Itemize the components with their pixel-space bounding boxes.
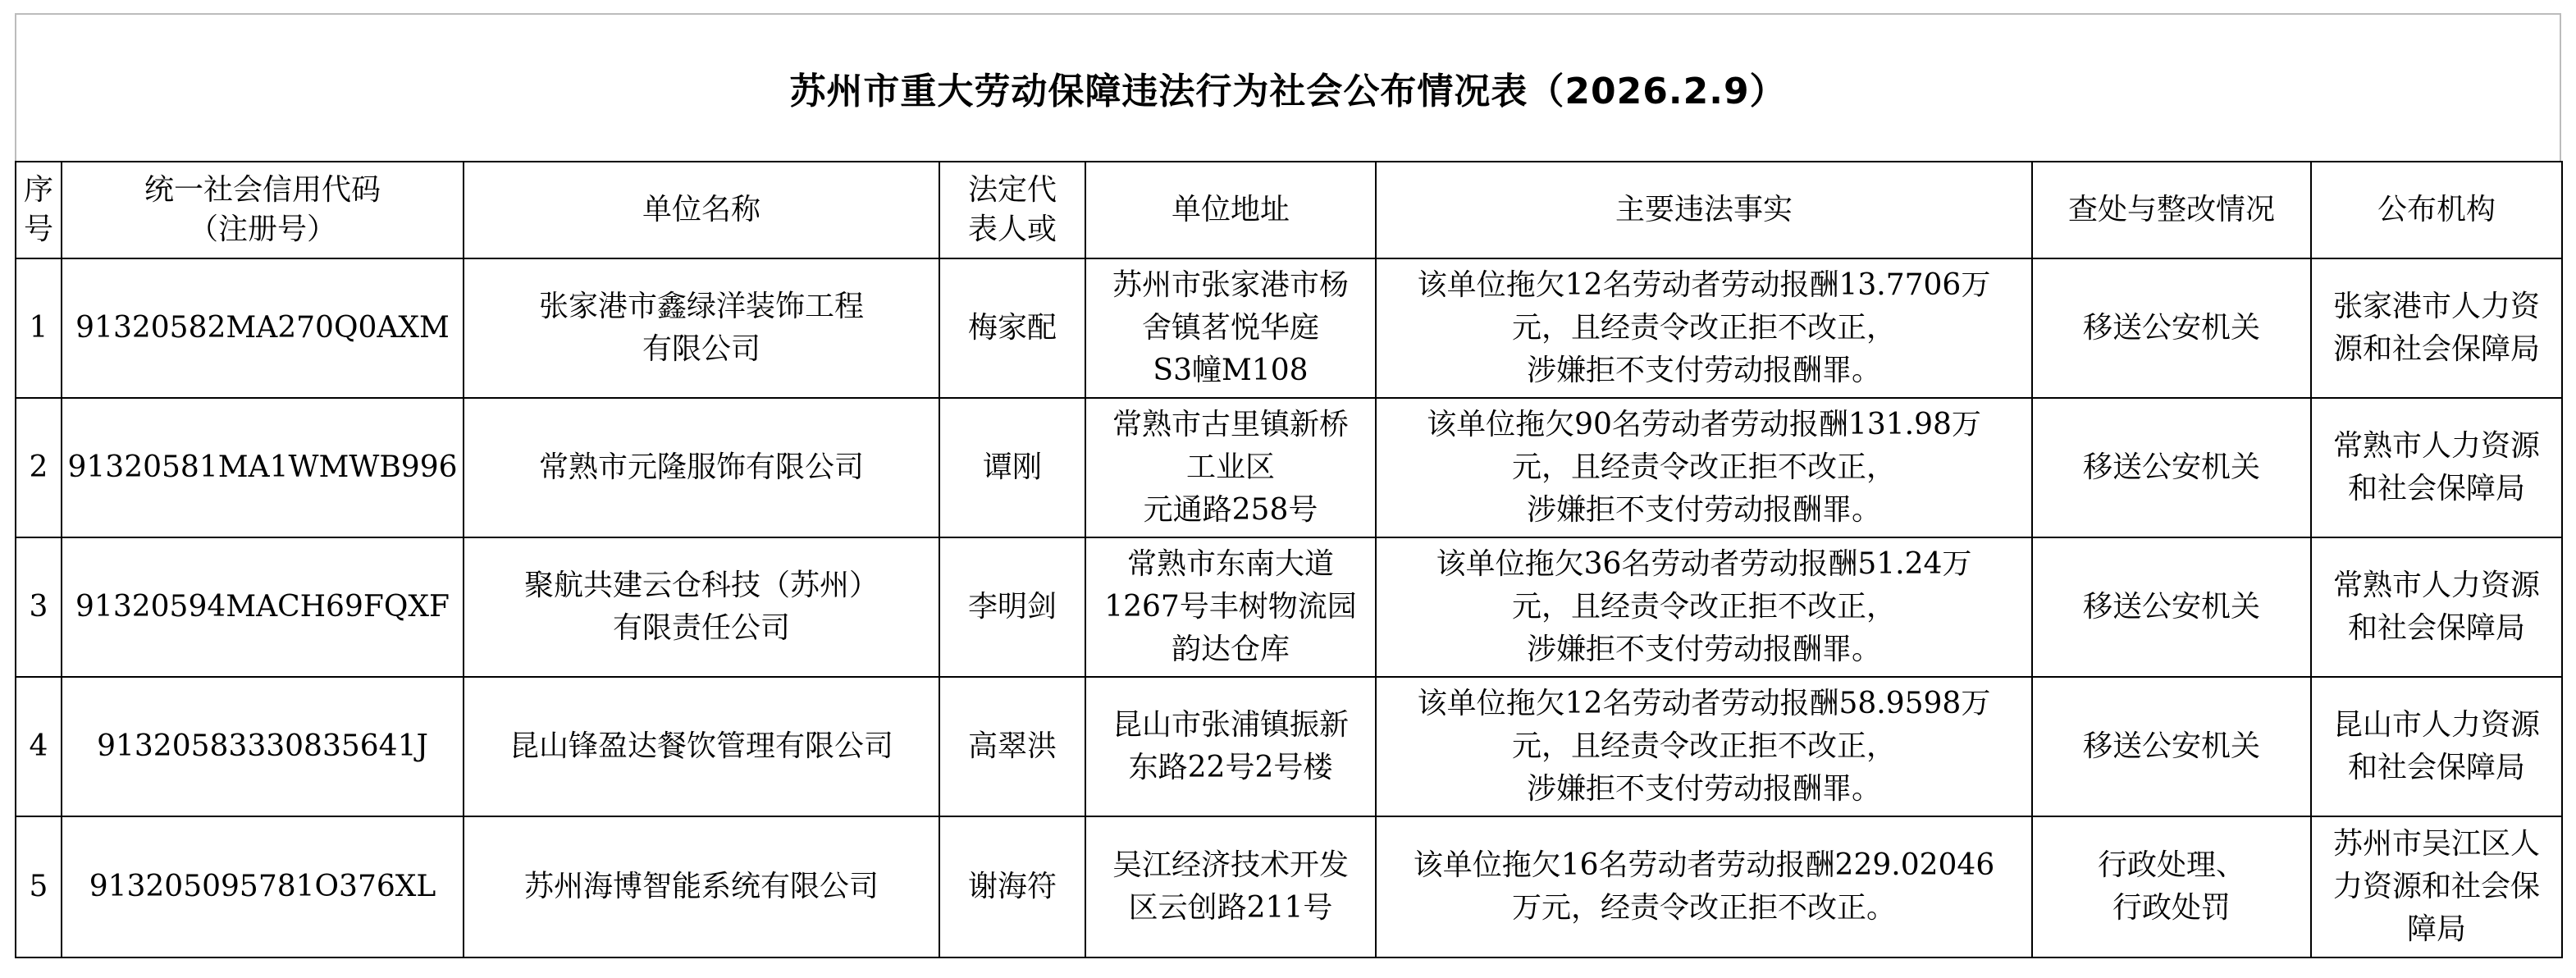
cell-name: 常熟市元隆服饰有限公司: [464, 398, 939, 537]
cell-seq: 5: [16, 816, 62, 957]
cell-handling: 移送公安机关: [2032, 677, 2311, 816]
cell-addr: 常熟市东南大道 1267号丰树物流园 韵达仓库: [1085, 537, 1376, 677]
cell-code: 91320581MA1WMWB996: [62, 398, 464, 537]
spreadsheet: [15, 13, 2561, 965]
cell-name: 昆山锋盈达餐饮管理有限公司: [464, 677, 939, 816]
cell-handling: 移送公安机关: [2032, 398, 2311, 537]
header-row: [16, 162, 2562, 258]
header-agency: 公布机构: [2311, 162, 2562, 258]
table-row: [16, 258, 2562, 398]
cell-addr: 昆山市张浦镇振新 东路22号2号楼: [1085, 677, 1376, 816]
header-name: 单位名称: [464, 162, 939, 258]
violations-table: [15, 161, 2563, 958]
cell-handling: 移送公安机关: [2032, 537, 2311, 677]
table-row: [16, 398, 2562, 537]
header-handling: 查处与整改情况: [2032, 162, 2311, 258]
cell-agency: 昆山市人力资源 和社会保障局: [2311, 677, 2562, 816]
cell-rep: 谢海符: [939, 816, 1085, 957]
cell-agency: 常熟市人力资源 和社会保障局: [2311, 537, 2562, 677]
cell-agency: 张家港市人力资 源和社会保障局: [2311, 258, 2562, 398]
header-code: 统一社会信用代码 （注册号）: [62, 162, 464, 258]
page-title: 苏州市重大劳动保障违法行为社会公布情况表（2026.2.9）: [789, 71, 1787, 112]
cell-addr: 吴江经济技术开发 区云创路211号: [1085, 816, 1376, 957]
cell-code: 913205095781O376XL: [62, 816, 464, 957]
cell-handling: 行政处理、 行政处罚: [2032, 816, 2311, 957]
title-cell: [15, 13, 2561, 161]
cell-name: 聚航共建云仓科技（苏州） 有限责任公司: [464, 537, 939, 677]
cell-code: 91320582MA270Q0AXM: [62, 258, 464, 398]
cell-handling: 移送公安机关: [2032, 258, 2311, 398]
cell-seq: 3: [16, 537, 62, 677]
cell-facts: 该单位拖欠12名劳动者劳动报酬13.7706万 元，且经责令改正拒不改正， 涉嫌拒不支付劳动报酬罪。: [1376, 258, 2032, 398]
cell-facts: 该单位拖欠36名劳动者劳动报酬51.24万 元，且经责令改正拒不改正， 涉嫌拒不支付劳动报酬罪。: [1376, 537, 2032, 677]
cell-facts: 该单位拖欠12名劳动者劳动报酬58.9598万 元，且经责令改正拒不改正， 涉嫌拒不支付劳动报酬罪。: [1376, 677, 2032, 816]
cell-agency: 苏州市吴江区人 力资源和社会保 障局: [2311, 816, 2562, 957]
cell-rep: 梅家配: [939, 258, 1085, 398]
cell-facts: 该单位拖欠90名劳动者劳动报酬131.98万 元，且经责令改正拒不改正， 涉嫌拒不支付劳动报酬罪。: [1376, 398, 2032, 537]
header-facts: 主要违法事实: [1376, 162, 2032, 258]
cell-facts: 该单位拖欠16名劳动者劳动报酬229.02046 万元，经责令改正拒不改正。: [1376, 816, 2032, 957]
cell-code: 91320594MACH69FQXF: [62, 537, 464, 677]
cell-rep: 李明剑: [939, 537, 1085, 677]
cell-name: 苏州海博智能系统有限公司: [464, 816, 939, 957]
cell-agency: 常熟市人力资源 和社会保障局: [2311, 398, 2562, 537]
cell-addr: 常熟市古里镇新桥 工业区 元通路258号: [1085, 398, 1376, 537]
table-row: [16, 537, 2562, 677]
cell-rep: 高翠洪: [939, 677, 1085, 816]
cell-code: 91320583330835641J: [62, 677, 464, 816]
cell-seq: 1: [16, 258, 62, 398]
header-addr: 单位地址: [1085, 162, 1376, 258]
cell-name: 张家港市鑫绿洋装饰工程 有限公司: [464, 258, 939, 398]
table-row: [16, 816, 2562, 957]
header-rep: 法定代 表人或: [939, 162, 1085, 258]
cell-seq: 2: [16, 398, 62, 537]
cell-rep: 谭刚: [939, 398, 1085, 537]
cell-seq: 4: [16, 677, 62, 816]
header-seq: 序 号: [16, 162, 62, 258]
table-row: [16, 677, 2562, 816]
cell-addr: 苏州市张家港市杨 舍镇茗悦华庭 S3幢M108: [1085, 258, 1376, 398]
